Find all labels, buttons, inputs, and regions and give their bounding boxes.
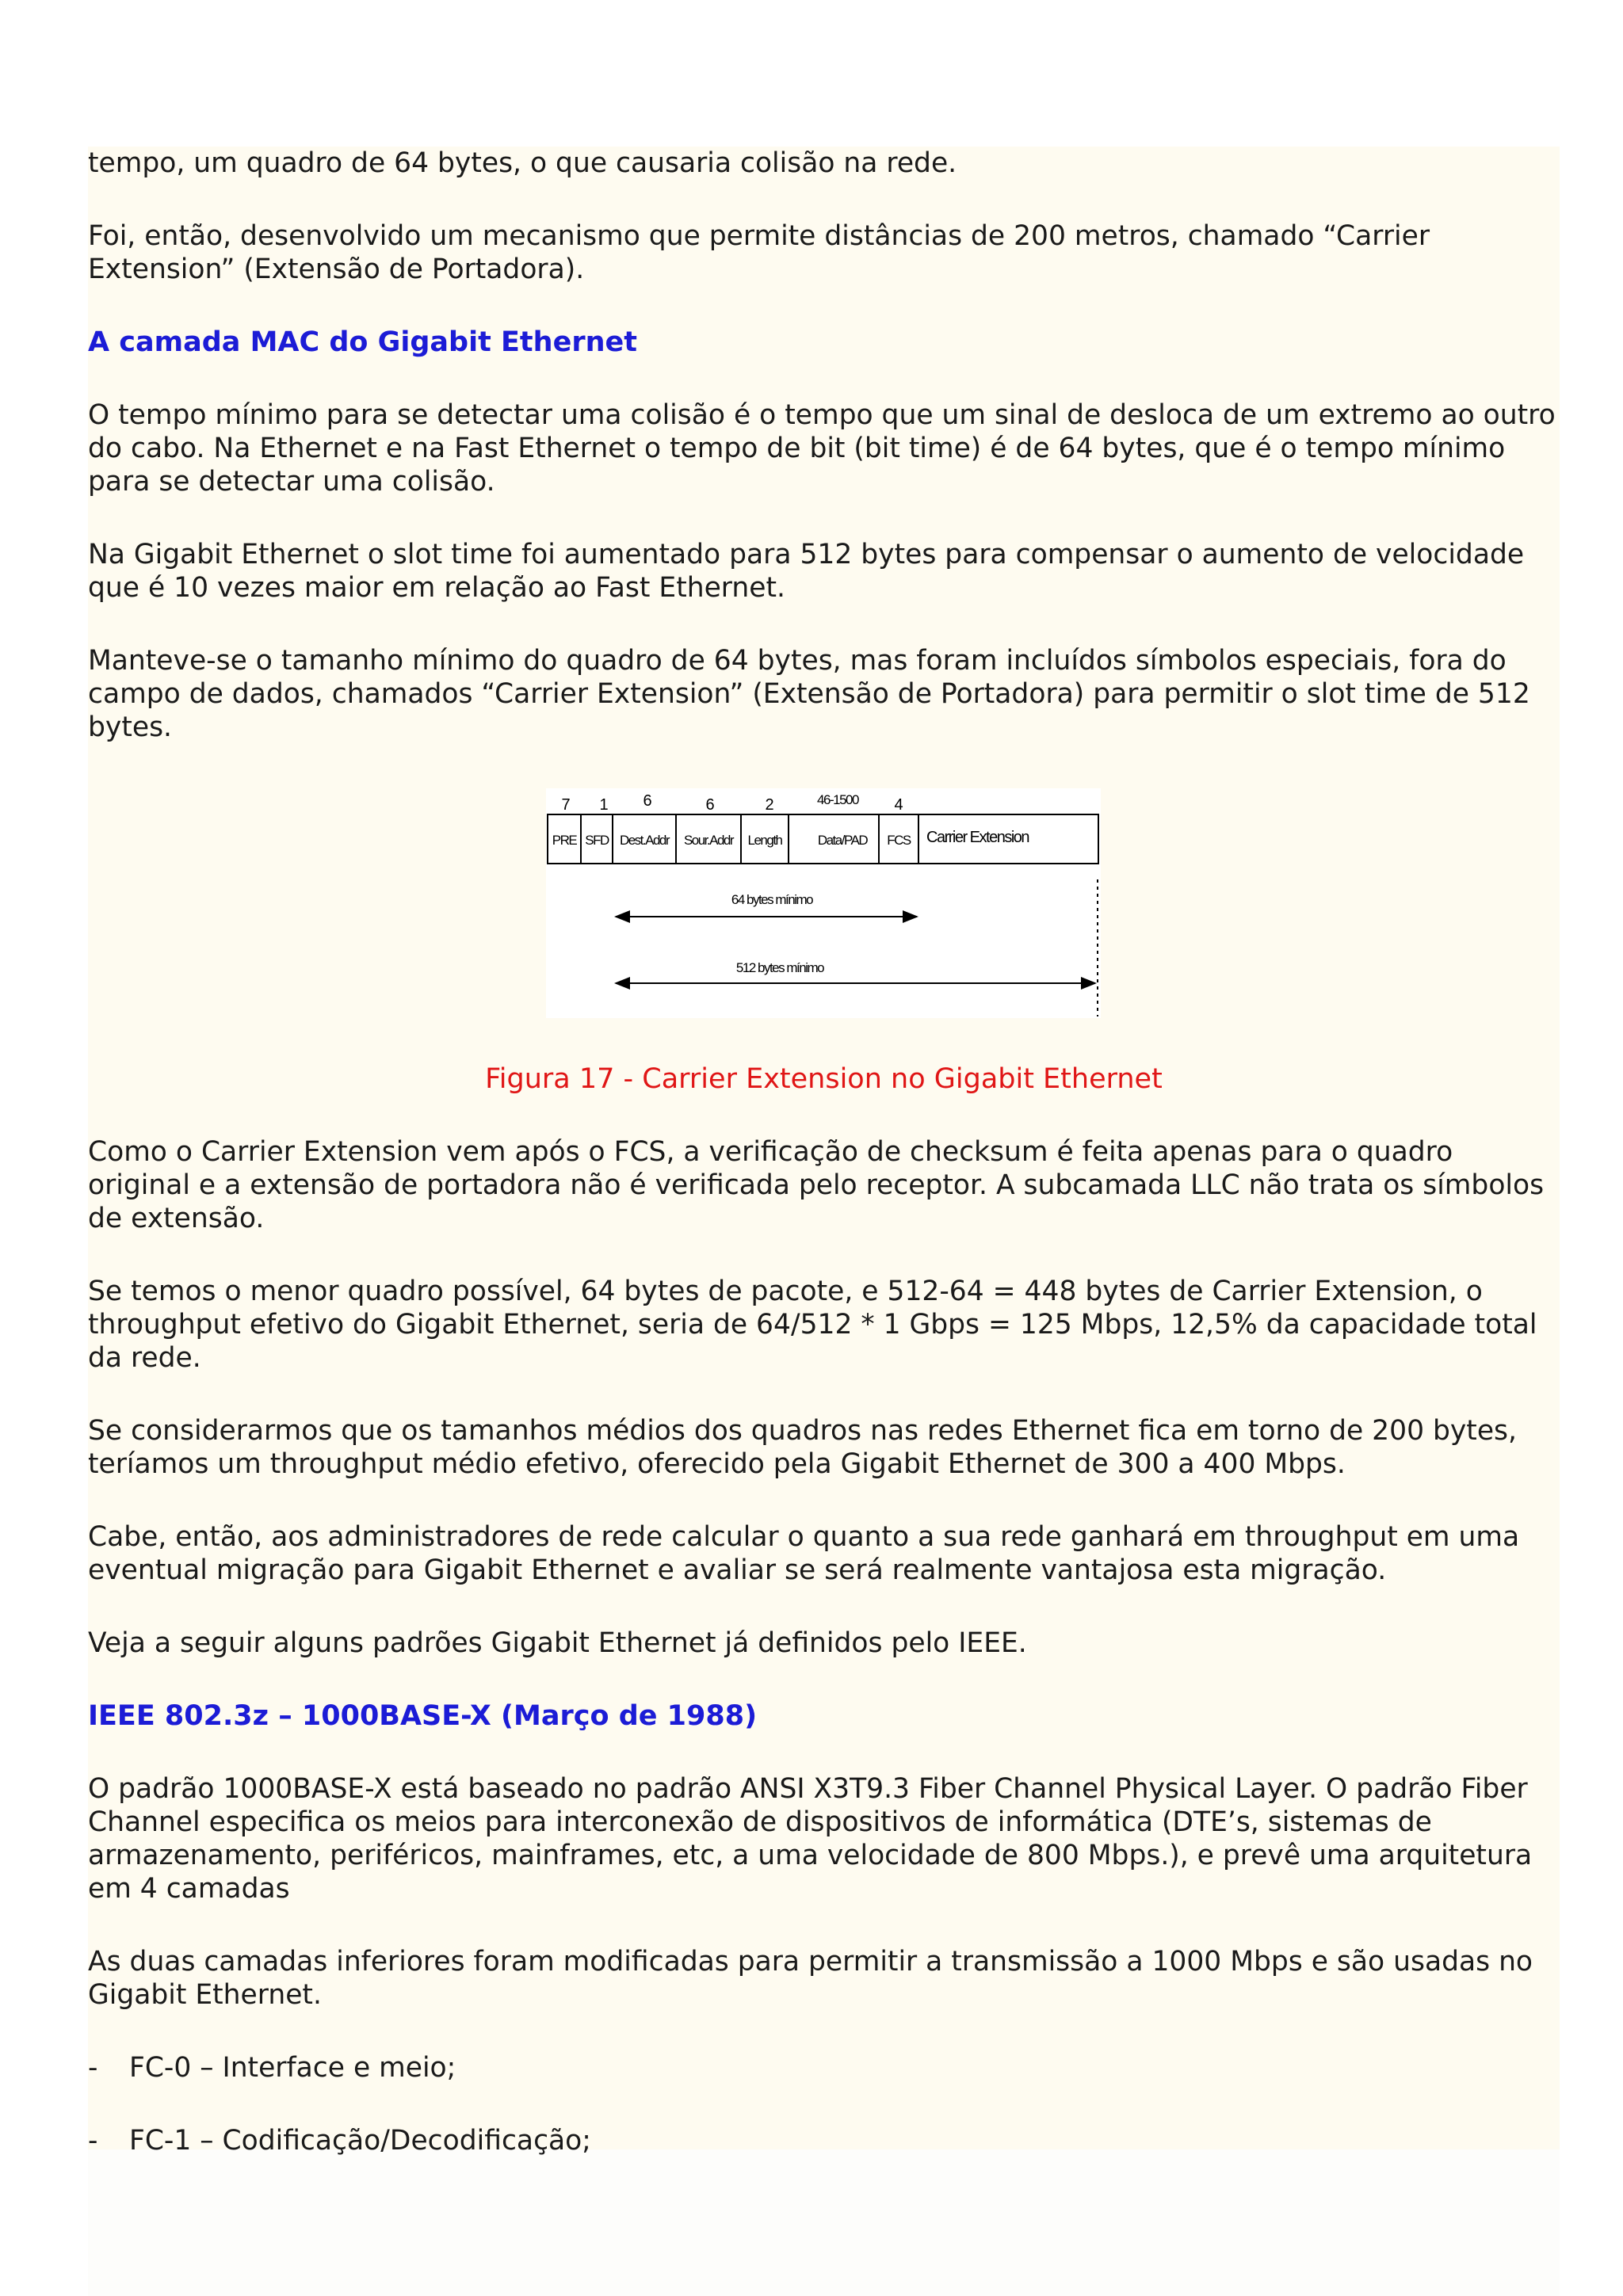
document-content (88, 147, 1560, 2197)
figure-caption: Figura 17 - Carrier Extension no Gigabit Ethernet (485, 1063, 1163, 1095)
size-label: 6 (643, 792, 652, 810)
paragraph: Foi, então, desenvolvido um mecanismo que permite distâncias de 200 metros, chamado “Carrier Extension” (Extensão de Portadora). (88, 220, 1430, 285)
size-label: 2 (765, 796, 774, 814)
paragraph: Se considerarmos que os tamanhos médios dos quadros nas redes Ethernet fica em torno de 200 bytes, teríamos um throughput médio efetivo, oferecido pela Gigabit Ethernet de 300 a 400 Mbps. (88, 1415, 1517, 1480)
arrow-label-512: 512 bytes mínimo (735, 960, 824, 975)
size-label: 46-1500 (817, 792, 858, 807)
field-label: SFD (585, 833, 609, 848)
carrier-extension-figure (546, 788, 1101, 1018)
list-item (88, 2051, 1560, 2084)
paragraph: Manteve-se o tamanho mínimo do quadro de 64 bytes, mas foram incluídos símbolos especiais, fora do campo de dados, chamados “Carrier Extension” (Extensão de Portadora) para permitir o slot time de 512 bytes. (88, 645, 1530, 743)
field-label: Dest.Addr (619, 833, 670, 848)
paragraph: Se temos o menor quadro possível, 64 bytes de pacote, e 512-64 = 448 bytes de Carrier Extension, o throughput efetivo do Gigabit Ethernet, seria de 64/512 * 1 Gbps = 125 Mbps, 12,5% da capacidade total da rede. (88, 1276, 1537, 1374)
size-label: 4 (894, 796, 903, 814)
list-dash: - (88, 2052, 98, 2084)
size-label: 7 (561, 796, 571, 814)
list-item (88, 2124, 1560, 2157)
field-label: Sour.Addr (683, 833, 734, 848)
list-item-text: FC-1 – Codificação/Decodificação; (129, 2125, 591, 2157)
field-label: Length (747, 833, 782, 848)
paragraph: As duas camadas inferiores foram modificadas para permitir a transmissão a 1000 Mbps e são usadas no Gigabit Ethernet. (88, 1946, 1533, 2011)
section-heading-mac: A camada MAC do Gigabit Ethernet (88, 326, 637, 358)
paragraph: tempo, um quadro de 64 bytes, o que causaria colisão na rede. (88, 147, 957, 179)
arrow-label-64: 64 bytes mínimo (731, 892, 813, 907)
section-heading-ieee: IEEE 802.3z – 1000BASE-X (Março de 1988) (88, 1700, 758, 1732)
list-item-text: FC-0 – Interface e meio; (129, 2052, 456, 2084)
field-label: Carrier Extension (926, 829, 1029, 846)
field-label: Data/PAD (817, 833, 868, 848)
paragraph: Na Gigabit Ethernet o slot time foi aumentado para 512 bytes para compensar o aumento de velocidade que é 10 vezes maior em relação ao Fast Ethernet. (88, 539, 1525, 604)
paragraph: Veja a seguir alguns padrões Gigabit Ethernet já definidos pelo IEEE. (88, 1627, 1027, 1659)
paragraph: O tempo mínimo para se detectar uma colisão é o tempo que um sinal de desloca de um extremo ao outro do cabo. Na Ethernet e na Fast Ethernet o tempo de bit (bit time) é de 64 bytes, que é o tempo mínimo para se detectar uma colisão. (88, 399, 1556, 498)
size-label: 1 (599, 796, 609, 814)
paragraph: Como o Carrier Extension vem após o FCS, a verificação de checksum é feita apenas para o quadro original e a extensão de portadora não é verificada pelo receptor. A subcamada LLC não trata os símbolos de extensão. (88, 1136, 1545, 1234)
paragraph: Cabe, então, aos administradores de rede calcular o quanto a sua rede ganhará em throughput em uma eventual migração para Gigabit Ethernet e avaliar se será realmente vantajosa esta migração. (88, 1521, 1520, 1586)
list-dash: - (88, 2125, 98, 2157)
paragraph: O padrão 1000BASE-X está baseado no padrão ANSI X3T9.3 Fiber Channel Physical Layer. O padrão Fiber Channel especifica os meios para interconexão de dispositivos de informática (DTE’s, sistemas de armazenamento, periféricos, mainframes, etc, a uma velocidade de 800 Mbps.), e prevê uma arquitetura em 4 camadas (88, 1773, 1533, 1905)
field-label: PRE (552, 833, 577, 848)
size-label: 6 (705, 796, 715, 814)
field-label: FCS (887, 833, 911, 848)
